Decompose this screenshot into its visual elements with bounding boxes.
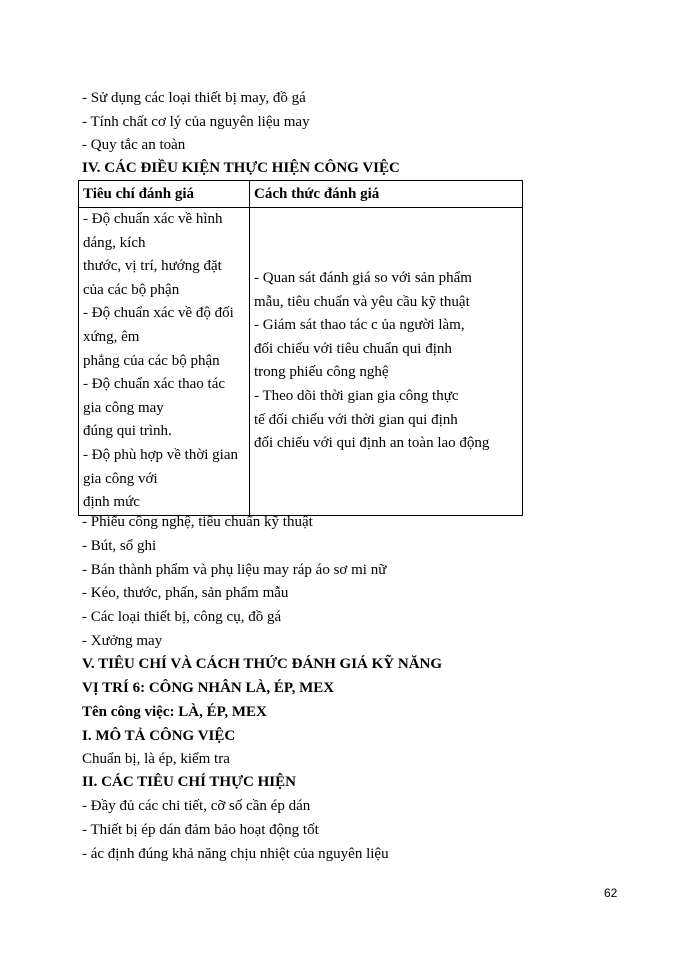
method-cell — [250, 208, 523, 516]
list-item: - Các loại thiết bị, công cụ, đồ gá — [82, 609, 282, 625]
position-heading: VỊ TRÍ 6: CÔNG NHÂN LÀ, ÉP, MEX — [82, 680, 335, 696]
table-header-method: Cách thức đánh giá — [250, 181, 523, 208]
section-iv-heading: IV. CÁC ĐIỀU KIỆN THỰC HIỆN CÔNG VIỆC — [82, 160, 400, 176]
criteria-line: của các bộ phận — [83, 281, 180, 298]
method-line: đối chiếu với qui định an toàn lao động — [254, 435, 490, 452]
criteria-line: - Độ chuẩn xác về hình — [83, 211, 223, 227]
section-v-heading: V. TIÊU CHÍ VÀ CÁCH THỨC ĐÁNH GIÁ KỸ NĂNG — [82, 656, 443, 672]
criteria-cell — [79, 208, 250, 516]
job-title-heading: Tên công việc: LÀ, ÉP, MEX — [82, 704, 267, 720]
section-i-heading: I. MÔ TẢ CÔNG VIỆC — [82, 728, 236, 744]
table-row — [79, 208, 523, 516]
list-item: - ác định đúng khả năng chịu nhiệt của nguyên liệu — [82, 846, 389, 862]
section-ii-heading: II. CÁC TIÊU CHÍ THỰC HIỆN — [82, 774, 296, 790]
criteria-line: - Độ chuẩn xác thao tác — [83, 376, 226, 393]
list-item: - Bán thành phẩm và phụ liệu may ráp áo sơ mi nữ — [82, 562, 387, 578]
list-item: - Xưởng may — [82, 633, 163, 649]
criteria-line: định mức — [83, 494, 140, 511]
list-item: - Phiếu công nghệ, tiêu chuẩn kỹ thuật — [82, 514, 313, 530]
criteria-line: - Độ chuẩn xác về độ đối — [83, 305, 234, 322]
method-line: - Theo dõi thời gian gia công thực — [254, 387, 459, 404]
method-line: đối chiếu với tiêu chuẩn qui định — [254, 340, 452, 357]
criteria-line: - Độ phù hợp về thời gian — [83, 446, 239, 463]
criteria-line: gia công may — [83, 399, 164, 416]
list-item: - Kéo, thước, phấn, sản phẩm mẫu — [82, 585, 289, 601]
list-item: - Tính chất cơ lý của nguyên liệu may — [82, 114, 310, 130]
table-header-criteria: Tiêu chí đánh giá — [79, 181, 250, 208]
method-line: mẫu, tiêu chuẩn và yêu cầu kỹ thuật — [254, 293, 470, 310]
method-line: - Giám sát thao tác c ủa người làm, — [254, 317, 465, 334]
list-item: - Thiết bị ép dán đảm bảo hoạt động tốt — [82, 822, 319, 838]
list-item: - Bút, sổ ghi — [82, 538, 157, 554]
method-line: trong phiếu công nghệ — [254, 364, 389, 381]
method-line: - Quan sát đánh giá so với sản phẩm — [254, 269, 472, 286]
criteria-line: gia công với — [83, 470, 158, 487]
table-header-row — [79, 181, 523, 208]
list-item: - Sử dụng các loại thiết bị may, đồ gá — [82, 90, 306, 106]
page-number: 62 — [604, 886, 618, 900]
criteria-line: phẳng của các bộ phận — [83, 352, 220, 369]
method-line: tế đối chiếu với thời gian qui định — [254, 411, 458, 428]
list-item: - Quy tắc an toàn — [82, 137, 186, 153]
list-item: - Đầy đủ các chi tiết, cỡ số cần ép dán — [82, 798, 311, 814]
criteria-line: xứng, êm — [83, 328, 140, 345]
criteria-table — [78, 180, 523, 516]
criteria-line: đúng qui trình. — [83, 423, 172, 440]
criteria-line: thước, vị trí, hướng đặt — [83, 258, 222, 275]
criteria-line: dáng, kích — [83, 234, 146, 251]
section-i-text: Chuẩn bị, là ép, kiểm tra — [82, 751, 230, 767]
